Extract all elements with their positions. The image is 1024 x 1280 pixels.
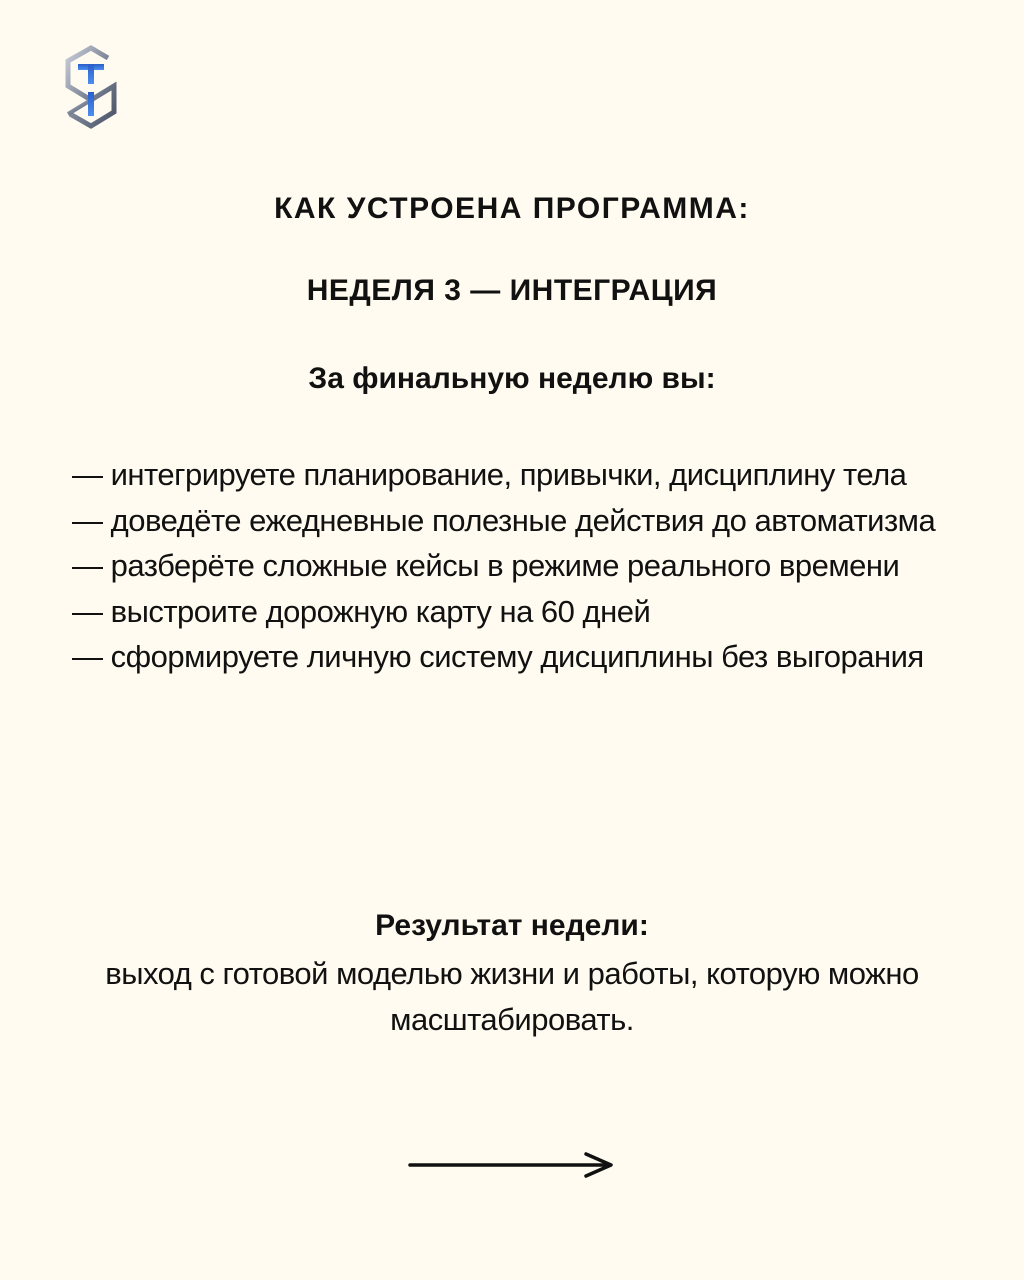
list-item: — интегрируете планирование, привычки, дисциплину тела <box>72 457 907 492</box>
outcomes-list <box>72 452 952 680</box>
result-heading: Результат недели: <box>375 909 649 942</box>
list-item: — выстроите дорожную карту на 60 дней <box>72 593 651 629</box>
list-item: — разберёте сложные кейсы в режиме реального времени <box>72 548 900 583</box>
result-text: выход с готовой моделью жизни и работы, которую можно масштабировать. <box>105 956 919 1037</box>
list-item: — сформируете личную систему дисциплины без выгорания <box>72 639 924 674</box>
logo-icon <box>62 44 120 130</box>
list-item: — доведёте ежедневные полезные действия до автоматизма <box>72 502 936 538</box>
page-title: КАК УСТРОЕНА ПРОГРАММА: <box>274 192 750 225</box>
arrow-right-icon[interactable] <box>408 1150 618 1180</box>
week-title: НЕДЕЛЯ 3 — ИНТЕГРАЦИЯ <box>306 274 718 307</box>
intro-heading: За финальную неделю вы: <box>308 362 716 395</box>
